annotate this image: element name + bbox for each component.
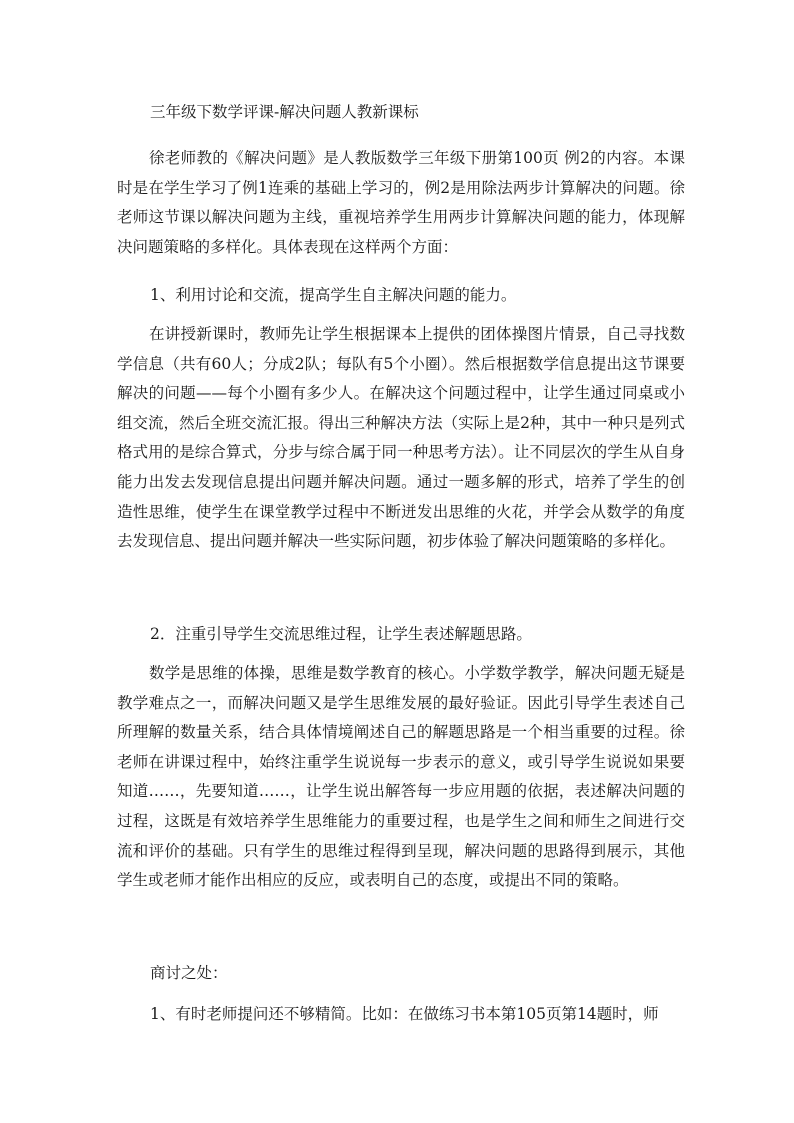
discussion-point-1: 1、有时老师提问还不够精简。比如：在做练习书本第105页第14题时，师 <box>150 1005 659 1023</box>
section-heading-1: 1、利用讨论和交流，提高学生自主解决问题的能力。 <box>150 286 517 304</box>
section-paragraph-2: 数学是思维的体操，思维是数学教育的核心。小学数学教学，解决问题无疑是教学难点之一，而解决问题又是学生思维发展的最好验证。因此引导学生表述自己所理解的数量关系，结合具体情境阐述自己的解题思路是一个相当重要的过程。徐老师在讲课过程中，始终注重学生说说每一步表示的意义，或引导学生说说如果要知道……，先要知道……，让学生说出解答每一步应用题的依据，表述解决问题的过程，这既是有效培养学生思维能力的重要过程，也是学生之间和师生之间进行交流和评价的基础。只有学生的思维过程得到呈现，解决问题的思路得到展示，其他学生或老师才能作出相应的反应，或表明自己的态度，或提出不同的策略。 <box>117 664 685 890</box>
discussion-heading: 商讨之处： <box>150 964 228 982</box>
intro-paragraph: 徐老师教的《解决问题》是人教版数学三年级下册第100页 例2的内容。本课时是在学生学习了例1连乘的基础上学习的，例2是用除法两步计算解决的问题。徐老师这节课以解决问题为主线，重视培养学生用两步计算解决问题的能力，体现解决问题策略的多样化。具体表现在这样两个方面： <box>117 149 685 256</box>
section-paragraph-1: 在讲授新课时，教师先让学生根据课本上提供的团体操图片情景，自己寻找数学信息（共有60人；分成2队；每队有5个小圈）。然后根据数学信息提出这节课要解决的问题——每个小圈有多少人。在解决这个问题过程中，让学生通过同桌或小组交流，然后全班交流汇报。得出三种解决方法（实际上是2种，其中一种只是列式格式用的是综合算式，分步与综合属于同一种思考方法）。让不同层次的学生从自身能力出发去发现信息提出问题并解决问题。通过一题多解的形式，培养了学生的创造性思维，使学生在课堂教学过程中不断迸发出思维的火花，并学会从数学的角度去发现信息、提出问题并解决一些实际问题，初步体验了解决问题策略的多样化。 <box>117 325 685 551</box>
document-title: 三年级下数学评课-解决问题人教新课标 <box>150 103 419 121</box>
section-heading-2: 2．注重引导学生交流思维过程，让学生表述解题思路。 <box>150 625 532 643</box>
